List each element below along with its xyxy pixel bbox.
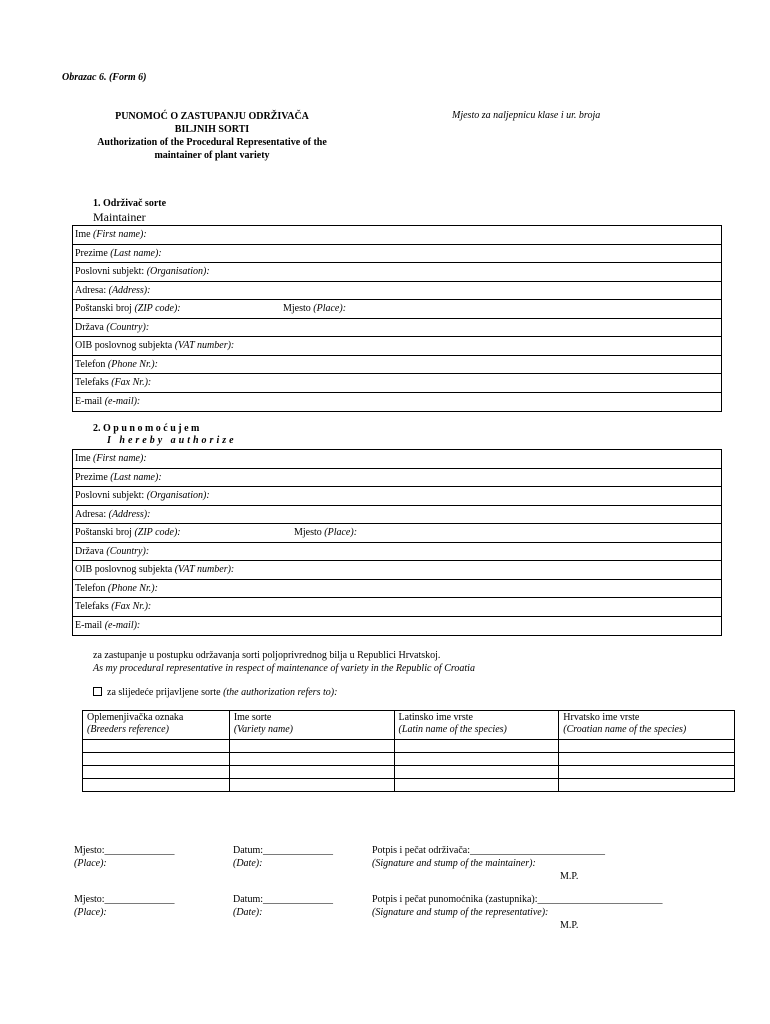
header-en: (Variety name) bbox=[233, 724, 293, 735]
section2-heading: 2. O p u n o m o ć u j e m bbox=[93, 423, 200, 434]
field-label: Poslovni subjekt: bbox=[75, 490, 145, 501]
maintainer-place-label bbox=[283, 300, 346, 318]
table-cell[interactable] bbox=[394, 766, 559, 779]
field-label-en: (e-mail): bbox=[104, 619, 141, 631]
field-label: Telefaks bbox=[75, 601, 109, 612]
maintainer-country-row[interactable] bbox=[73, 319, 721, 338]
field-label-en: (Place): bbox=[324, 527, 358, 538]
varieties-note-en: (the authorization refers to): bbox=[223, 687, 338, 698]
maintainer-address-row[interactable] bbox=[73, 282, 721, 301]
varieties-table bbox=[82, 710, 735, 792]
representative-country-row[interactable] bbox=[73, 543, 721, 562]
representative-date-signature[interactable] bbox=[233, 893, 333, 919]
header-latin-name bbox=[394, 711, 559, 740]
signature-label: Potpis i pečat održivača:___________________________ bbox=[372, 845, 606, 856]
signature-label-en: (Signature and stump of the maintainer): bbox=[372, 858, 536, 869]
representative-organisation-row[interactable] bbox=[73, 487, 721, 506]
field-label-en: (Fax Nr.): bbox=[111, 377, 152, 388]
field-label: Telefon bbox=[75, 358, 106, 370]
table-cell[interactable] bbox=[83, 740, 230, 753]
date-label-en: (Date): bbox=[233, 858, 263, 869]
section1-header bbox=[93, 198, 166, 225]
field-label-en: (Organisation): bbox=[146, 490, 210, 501]
field-label-en: (Phone Nr.): bbox=[107, 358, 158, 370]
table-cell[interactable] bbox=[229, 740, 394, 753]
field-label: Mjesto bbox=[283, 303, 311, 314]
varieties-note bbox=[93, 686, 337, 699]
maintainer-organisation-row[interactable] bbox=[73, 263, 721, 282]
table-row bbox=[83, 740, 735, 753]
purpose-hr: za zastupanje u postupku održavanja sorti poljoprivrednog bilja u Republici Hrvatskoj. bbox=[93, 650, 441, 661]
field-label-en: (Phone Nr.): bbox=[107, 582, 158, 594]
header-en: (Latin name of the species) bbox=[398, 724, 507, 735]
field-label-en: (Country): bbox=[106, 321, 150, 333]
title-en-line2: maintainer of plant variety bbox=[154, 150, 270, 161]
header-en: (Croatian name of the species) bbox=[563, 724, 687, 735]
document-title bbox=[62, 110, 362, 162]
header-croatian-name bbox=[559, 711, 735, 740]
maintainer-signature-line[interactable] bbox=[372, 844, 605, 883]
header-hr: Hrvatsko ime vrste bbox=[563, 712, 640, 723]
signature-label-en: (Signature and stump of the representative): bbox=[372, 907, 549, 918]
field-label: E-mail bbox=[75, 619, 103, 631]
field-label: Adresa: bbox=[75, 508, 107, 520]
title-en-line1: Authorization of the Procedural Representative of the bbox=[97, 137, 327, 148]
field-label: Ime bbox=[75, 229, 91, 240]
representative-table bbox=[72, 449, 722, 636]
table-cell[interactable] bbox=[83, 753, 230, 766]
field-label: Prezime bbox=[75, 247, 108, 259]
field-label: OIB poslovnog subjekta bbox=[75, 340, 173, 351]
table-cell[interactable] bbox=[559, 753, 735, 766]
varieties-table-header bbox=[83, 711, 735, 740]
stamp-mark: M.P. bbox=[560, 871, 579, 882]
field-label: Adresa: bbox=[75, 284, 107, 296]
representative-email-row[interactable] bbox=[73, 617, 721, 636]
table-cell[interactable] bbox=[229, 779, 394, 792]
field-label: Poslovni subjekt: bbox=[75, 266, 145, 277]
field-label-en: (ZIP code): bbox=[134, 527, 181, 538]
field-label: Država bbox=[75, 321, 104, 333]
table-cell[interactable] bbox=[83, 779, 230, 792]
table-row bbox=[83, 779, 735, 792]
form-number: Obrazac 6. (Form 6) bbox=[62, 72, 147, 83]
table-cell[interactable] bbox=[559, 766, 735, 779]
section1-subheading: Maintainer bbox=[93, 210, 146, 224]
maintainer-last-name-row[interactable] bbox=[73, 245, 721, 264]
field-label: Poštanski broj bbox=[75, 303, 132, 314]
date-label: Datum:______________ bbox=[233, 845, 333, 856]
field-label: Telefaks bbox=[75, 377, 109, 388]
maintainer-place-signature[interactable] bbox=[74, 844, 175, 870]
title-hr-line1: PUNOMOĆ O ZASTUPANJU ODRŽIVAČA bbox=[115, 111, 309, 122]
varieties-checkbox[interactable] bbox=[93, 687, 102, 696]
representative-zip-row[interactable] bbox=[73, 524, 721, 543]
field-label-en: (Fax Nr.): bbox=[111, 601, 152, 612]
field-label-en: (Address): bbox=[108, 508, 151, 520]
date-label-en: (Date): bbox=[233, 907, 263, 918]
maintainer-fax-row[interactable] bbox=[73, 374, 721, 393]
table-cell[interactable] bbox=[83, 766, 230, 779]
field-label: Telefon bbox=[75, 582, 106, 594]
table-cell[interactable] bbox=[229, 753, 394, 766]
representative-first-name-row[interactable] bbox=[73, 450, 721, 469]
field-label-en: (Place): bbox=[313, 303, 347, 314]
field-label: OIB poslovnog subjekta bbox=[75, 564, 173, 575]
field-label-en: (ZIP code): bbox=[134, 303, 181, 314]
representative-fax-row[interactable] bbox=[73, 598, 721, 617]
field-label-en: (Country): bbox=[106, 545, 150, 557]
date-label: Datum:______________ bbox=[233, 894, 333, 905]
representative-last-name-row[interactable] bbox=[73, 469, 721, 488]
section2-header bbox=[93, 423, 237, 446]
representative-phone-row[interactable] bbox=[73, 580, 721, 599]
field-label-en: (VAT number): bbox=[174, 564, 235, 575]
section1-heading: 1. Održivač sorte bbox=[93, 198, 167, 209]
table-row bbox=[83, 766, 735, 779]
maintainer-date-signature[interactable] bbox=[233, 844, 333, 870]
field-label: E-mail bbox=[75, 395, 103, 407]
representative-address-row[interactable] bbox=[73, 506, 721, 525]
signature-label: Potpis i pečat punomoćnika (zastupnika):_________________________ bbox=[372, 894, 663, 905]
field-label-en: (VAT number): bbox=[174, 340, 235, 351]
table-cell[interactable] bbox=[229, 766, 394, 779]
field-label: Prezime bbox=[75, 471, 108, 483]
table-cell[interactable] bbox=[394, 779, 559, 792]
header-breeders-reference bbox=[83, 711, 230, 740]
header-hr: Latinsko ime vrste bbox=[398, 712, 473, 723]
stamp-mark: M.P. bbox=[560, 920, 579, 931]
maintainer-first-name-row[interactable] bbox=[73, 226, 721, 245]
field-label-en: (First name): bbox=[93, 229, 147, 240]
header-variety-name bbox=[229, 711, 394, 740]
maintainer-email-row[interactable] bbox=[73, 393, 721, 412]
purpose-en: As my procedural representative in respect of maintenance of variety in the Republic of Croatia bbox=[93, 663, 475, 674]
representative-vat-row[interactable] bbox=[73, 561, 721, 580]
purpose-text bbox=[93, 649, 475, 675]
table-cell[interactable] bbox=[559, 740, 735, 753]
table-cell[interactable] bbox=[394, 753, 559, 766]
maintainer-vat-row[interactable] bbox=[73, 337, 721, 356]
title-hr-line2: BILJNIH SORTI bbox=[174, 124, 250, 135]
table-cell[interactable] bbox=[394, 740, 559, 753]
maintainer-phone-row[interactable] bbox=[73, 356, 721, 375]
stamp-area-note: Mjesto za naljepnicu klase i ur. broja bbox=[452, 110, 601, 121]
field-label: Poštanski broj bbox=[75, 527, 132, 538]
header-hr: Oplemenjivačka oznaka bbox=[87, 712, 184, 723]
table-cell[interactable] bbox=[559, 779, 735, 792]
varieties-note-hr: za slijedeće prijavljene sorte bbox=[107, 687, 221, 698]
place-label-en: (Place): bbox=[74, 907, 107, 918]
field-label-en: (Address): bbox=[108, 284, 151, 296]
place-label: Mjesto:______________ bbox=[74, 845, 175, 856]
table-row bbox=[83, 753, 735, 766]
place-label: Mjesto:______________ bbox=[74, 894, 175, 905]
field-label: Država bbox=[75, 545, 104, 557]
field-label-en: (First name): bbox=[93, 453, 147, 464]
header-hr: Ime sorte bbox=[233, 712, 272, 723]
representative-place-label bbox=[294, 524, 357, 542]
section2-subheading: I hereby authorize bbox=[107, 435, 237, 446]
representative-place-signature[interactable] bbox=[74, 893, 175, 919]
place-label-en: (Place): bbox=[74, 858, 107, 869]
maintainer-table bbox=[72, 225, 722, 412]
field-label-en: (Last name): bbox=[110, 471, 162, 483]
field-label-en: (Organisation): bbox=[146, 266, 210, 277]
maintainer-zip-row[interactable] bbox=[73, 300, 721, 319]
field-label: Ime bbox=[75, 453, 91, 464]
representative-signature-line[interactable] bbox=[372, 893, 663, 932]
field-label: Mjesto bbox=[294, 527, 322, 538]
header-en: (Breeders reference) bbox=[87, 724, 169, 735]
field-label-en: (Last name): bbox=[110, 247, 162, 259]
field-label-en: (e-mail): bbox=[104, 395, 141, 407]
